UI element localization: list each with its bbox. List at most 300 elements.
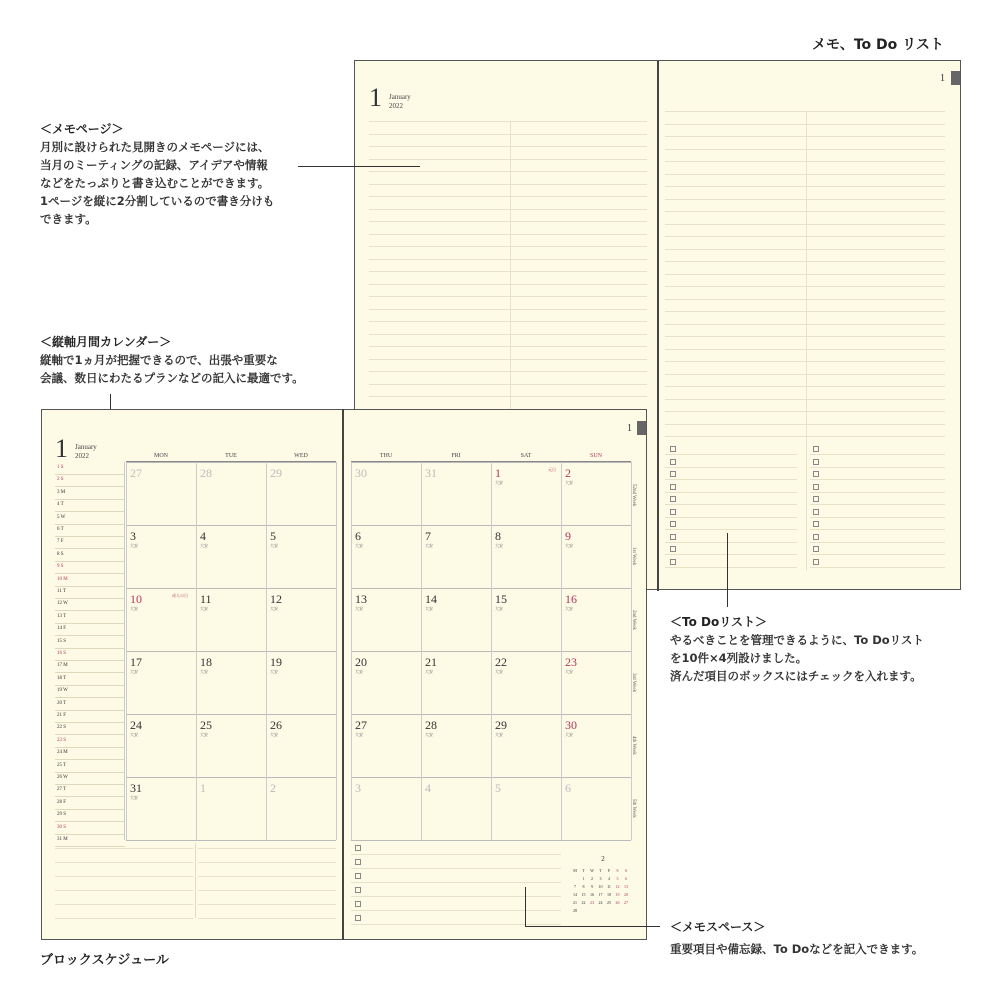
- mini-day: 22: [581, 900, 586, 905]
- vertical-day-line: [55, 610, 125, 611]
- memo-line: [665, 399, 945, 400]
- memo-checkbox: [355, 845, 361, 851]
- mini-day: 9: [591, 884, 593, 889]
- day-number: 20: [355, 655, 367, 669]
- calendar-page-number: 1: [627, 423, 632, 434]
- memo-checkbox: [355, 901, 361, 907]
- todo-line: [665, 529, 797, 530]
- memo-line: [55, 876, 193, 877]
- vertical-day: 2 S: [57, 477, 64, 483]
- todo-checkbox: [670, 496, 676, 502]
- todo-checkbox: [670, 521, 676, 527]
- mini-day: 26: [615, 900, 620, 905]
- memo-line: [665, 386, 945, 387]
- todo-checkbox: [813, 459, 819, 465]
- memo-line: [369, 196, 647, 197]
- day-number: 28: [425, 718, 437, 732]
- day-rokuyo: 大安: [565, 606, 573, 611]
- vertical-day-line: [55, 474, 125, 475]
- todo-line: [810, 467, 945, 468]
- mini-day: 19: [615, 892, 620, 897]
- weekday-tue: TUE: [225, 453, 237, 459]
- mini-day: 7: [574, 884, 576, 889]
- memo-line: [351, 910, 561, 911]
- mini-month: 2: [601, 855, 605, 863]
- memo-line: [665, 411, 945, 412]
- day-rokuyo: 大安: [565, 543, 573, 548]
- todo-checkbox: [813, 496, 819, 502]
- page-tab: [951, 71, 960, 85]
- todo-line: [810, 517, 945, 518]
- spread-gutter: [657, 61, 659, 591]
- day-rokuyo: 大安: [495, 606, 503, 611]
- day-number: 1: [200, 781, 206, 795]
- mini-day: 18: [607, 892, 611, 897]
- vertical-day-line: [55, 685, 125, 686]
- memo-line: [369, 171, 647, 172]
- grid-row-line: [126, 462, 336, 463]
- memo-line: [369, 146, 647, 147]
- day-number: 26: [270, 718, 282, 732]
- day-number: 18: [200, 655, 212, 669]
- mini-day: 6: [625, 876, 627, 881]
- day-number: 10: [130, 592, 142, 606]
- week-number-label: 4th Week: [631, 736, 636, 755]
- mini-day: 11: [607, 884, 611, 889]
- mini-weekday: M: [573, 868, 577, 873]
- mini-day: 20: [624, 892, 628, 897]
- day-number: 16: [565, 592, 577, 606]
- memo-line: [369, 234, 647, 235]
- mini-day: 5: [616, 876, 619, 881]
- vertical-day-line: [55, 846, 125, 847]
- memo-line: [369, 271, 647, 272]
- memo-line: [665, 424, 945, 425]
- vertical-day: 15 S: [57, 638, 67, 644]
- todo-line: [810, 554, 945, 555]
- day-number: 4: [425, 781, 431, 795]
- vertical-day: 28 F: [57, 799, 67, 805]
- todo-line: [665, 554, 797, 555]
- day-number: 6: [355, 529, 361, 543]
- day-rokuyo: 大安: [130, 606, 138, 611]
- memo-checkbox: [355, 887, 361, 893]
- day-number: 29: [270, 466, 282, 480]
- todo-checkbox: [813, 446, 819, 452]
- week-number-label: 5th Week: [631, 799, 636, 818]
- memo-line: [369, 321, 647, 322]
- day-rokuyo: 大安: [130, 669, 138, 674]
- mini-day: 13: [624, 884, 628, 889]
- vertical-day-line: [55, 623, 125, 624]
- memo-line: [198, 848, 336, 849]
- grid-col-line: [631, 462, 632, 840]
- memo-line: [198, 904, 336, 905]
- memo-todo-title: メモ、To Do リスト: [812, 37, 944, 53]
- vertical-day-line: [55, 697, 125, 698]
- day-rokuyo: 大安: [565, 669, 573, 674]
- vertical-day: 13 T: [57, 613, 67, 619]
- vertical-calendar-heading: ＜縦軸月間カレンダー＞: [40, 335, 172, 349]
- memo-line: [369, 296, 647, 297]
- memo-divider: [195, 843, 196, 918]
- day-number: 5: [495, 781, 501, 795]
- vertical-day-line: [55, 499, 125, 500]
- todo-checkbox: [813, 471, 819, 477]
- grid-col-line: [561, 462, 562, 840]
- mini-day: 12: [615, 884, 620, 889]
- day-rokuyo: 大安: [200, 669, 208, 674]
- vertical-day-line: [55, 648, 125, 649]
- vertical-day: 22 S: [57, 725, 67, 731]
- vertical-day-line: [55, 772, 125, 773]
- grid-col-line: [126, 462, 127, 840]
- memo-line: [665, 361, 945, 362]
- weekday-mon: MON: [153, 453, 168, 459]
- day-number: 30: [355, 466, 367, 480]
- weekday-sat: SAT: [520, 453, 532, 459]
- day-number: 7: [425, 529, 431, 543]
- day-rokuyo: 大安: [130, 543, 138, 548]
- vertical-day: 14 F: [57, 626, 67, 632]
- holiday-coming-of-age: 成人の日: [172, 593, 188, 598]
- day-rokuyo: 大安: [270, 606, 278, 611]
- week-number-label: 2nd Week: [631, 610, 636, 630]
- mini-day: 8: [582, 884, 585, 889]
- memo-line: [55, 848, 193, 849]
- vertical-day: 17 M: [57, 663, 68, 669]
- day-number: 15: [495, 592, 507, 606]
- vertical-day: 21 F: [57, 713, 67, 718]
- vertical-day-line: [55, 734, 125, 735]
- vertical-day: 18 T: [57, 675, 67, 681]
- vertical-day-line: [55, 486, 125, 487]
- mini-day: 16: [590, 892, 594, 897]
- day-rokuyo: 大安: [495, 669, 503, 674]
- day-rokuyo: 大安: [200, 732, 208, 737]
- todo-checkbox: [670, 546, 676, 552]
- day-number: 6: [565, 781, 571, 795]
- day-number: 31: [425, 466, 437, 480]
- memo-checkbox: [355, 915, 361, 921]
- vertical-day-line: [55, 784, 125, 785]
- mini-day: 25: [607, 900, 611, 905]
- day-rokuyo: 大安: [355, 669, 363, 674]
- memo-page-leader-line: [298, 166, 420, 167]
- vertical-day: 7 F: [57, 539, 64, 545]
- vertical-calendar-description: 縦軸で1ヵ月が把握できるので、出張や重要な 会議、数日にわたるプランなどの記入に最適です。: [40, 353, 304, 385]
- todo-checkbox: [813, 546, 819, 552]
- memo-line: [55, 918, 193, 919]
- day-number: 2: [270, 781, 276, 795]
- memo-space-description: 重要項目や備忘録、To Doなどを記入できます。: [670, 942, 924, 956]
- mini-day: 4: [608, 876, 610, 881]
- memo-line: [369, 384, 647, 385]
- memo-space-heading: ＜メモスペース＞: [670, 920, 766, 934]
- memo-line: [665, 224, 945, 225]
- todo-checkbox: [670, 471, 676, 477]
- memo-line: [369, 284, 647, 285]
- day-rokuyo: 大安: [130, 795, 138, 800]
- vertical-day: 31 M: [57, 837, 68, 842]
- memo-page-heading: ＜メモページ＞: [40, 122, 124, 136]
- memo-year: 2022: [389, 102, 403, 110]
- vertical-list-divider: [124, 462, 125, 840]
- mini-day: 2: [591, 876, 593, 881]
- memo-line: [369, 259, 647, 260]
- vertical-day: 20 T: [57, 700, 67, 706]
- vertical-day: 19 W: [57, 688, 68, 694]
- day-rokuyo: 大安: [130, 732, 138, 737]
- todo-checkbox: [813, 534, 819, 540]
- vertical-day: 12 W: [57, 601, 68, 607]
- mini-day: 23: [590, 900, 594, 905]
- todo-checkbox: [813, 521, 819, 527]
- day-rokuyo: 大安: [270, 543, 278, 548]
- memo-page-number: 1: [940, 73, 945, 84]
- todo-leader-line: [727, 533, 728, 607]
- day-number: 19: [270, 655, 282, 669]
- todo-line: [665, 542, 797, 543]
- todo-line: [810, 454, 945, 455]
- memo-line: [351, 854, 561, 855]
- holiday-new-year: 元日: [548, 467, 556, 472]
- vertical-day: 9 S: [57, 564, 64, 570]
- day-number: 27: [355, 718, 367, 732]
- vertical-day: 30 S: [57, 824, 67, 830]
- todo-checkbox: [670, 509, 676, 515]
- memo-line: [369, 371, 647, 372]
- memo-line: [55, 904, 193, 905]
- vertical-day-line: [55, 561, 125, 562]
- memo-line: [369, 396, 647, 397]
- memo-line: [351, 868, 561, 869]
- grid-row-line: [126, 525, 336, 526]
- mini-weekday: S: [624, 868, 628, 873]
- vertical-day-line: [55, 672, 125, 673]
- day-number: 25: [200, 718, 212, 732]
- memo-line: [665, 311, 945, 312]
- block-schedule-title: ブロックスケジュール: [40, 953, 169, 968]
- memo-line: [369, 159, 647, 160]
- grid-row-line: [126, 651, 336, 652]
- vertical-day: 1 S: [57, 465, 64, 470]
- vertical-day-line: [55, 660, 125, 661]
- memo-line: [665, 124, 945, 125]
- day-rokuyo: 大安: [425, 669, 433, 674]
- day-number: 4: [200, 529, 206, 543]
- memo-line: [369, 346, 647, 347]
- grid-col-line: [196, 462, 197, 840]
- vertical-day: 5 W: [57, 514, 66, 520]
- vertical-day-line: [55, 796, 125, 797]
- day-number: 28: [200, 466, 212, 480]
- memo-line: [665, 336, 945, 337]
- memo-line: [665, 349, 945, 350]
- todo-checkbox: [670, 459, 676, 465]
- vertical-day: 11 T: [57, 589, 67, 594]
- day-number: 13: [355, 592, 367, 606]
- vertical-day-line: [55, 586, 125, 587]
- todo-line: [665, 492, 797, 493]
- vertical-day: 4 T: [57, 502, 64, 508]
- todo-line: [665, 479, 797, 480]
- day-rokuyo: 大安: [200, 543, 208, 548]
- todo-line: [665, 504, 797, 505]
- vertical-day-line: [55, 635, 125, 636]
- vertical-day: 16 S: [57, 651, 67, 656]
- day-number: 24: [130, 718, 142, 732]
- vertical-day-line: [55, 821, 125, 822]
- memo-line: [665, 199, 945, 200]
- vertical-day-line: [55, 598, 125, 599]
- mini-day: 1: [582, 876, 585, 881]
- day-number: 12: [270, 592, 282, 606]
- vertical-day-line: [55, 548, 125, 549]
- day-number: 1: [495, 466, 501, 480]
- memo-checkbox: [355, 859, 361, 865]
- grid-row-line: [351, 840, 631, 841]
- day-number: 23: [565, 655, 577, 669]
- memo-line: [198, 876, 336, 877]
- memo-line: [665, 186, 945, 187]
- vertical-day-line: [55, 524, 125, 525]
- todo-line: [665, 567, 797, 568]
- memo-line: [369, 184, 647, 185]
- memo-line: [351, 924, 561, 925]
- day-rokuyo: 大安: [355, 543, 363, 548]
- vertical-day: 10 M: [57, 576, 68, 582]
- memo-line: [369, 246, 647, 247]
- vertical-day: 23 S: [57, 737, 67, 743]
- vertical-day-line: [55, 722, 125, 723]
- day-rokuyo: 大安: [495, 732, 503, 737]
- vertical-day: 29 S: [57, 812, 67, 818]
- vertical-day-line: [55, 573, 125, 574]
- vertical-day-line: [55, 536, 125, 537]
- week-number-label: 52nd Week: [631, 484, 636, 507]
- day-rokuyo: 大安: [565, 480, 573, 485]
- todo-checkbox: [670, 559, 676, 565]
- todo-line: [810, 479, 945, 480]
- day-number: 14: [425, 592, 437, 606]
- memo-line: [369, 209, 647, 210]
- day-rokuyo: 大安: [200, 606, 208, 611]
- day-number: 8: [495, 529, 501, 543]
- grid-row-line: [126, 777, 336, 778]
- memo-month-number: 1: [369, 83, 382, 112]
- week-number-label: 3rd Week: [631, 673, 636, 693]
- memo-line: [369, 221, 647, 222]
- mini-weekday: S: [616, 868, 619, 873]
- vertical-day: 8 S: [57, 551, 64, 557]
- weekday-thu: THU: [379, 453, 393, 459]
- todo-heading: ＜To Doリスト＞: [670, 615, 767, 629]
- memo-line: [351, 896, 561, 897]
- vertical-day-line: [55, 747, 125, 748]
- grid-row-line: [126, 714, 336, 715]
- vertical-day-line: [55, 710, 125, 711]
- memo-page-description: 月別に設けられた見開きのメモページには、 当月のミーティングの記録、アイデアや情報 などをたっぷりと書き込むことができます。 1ページを縦に2分割しているので書き分けも できます。: [40, 140, 275, 226]
- day-rokuyo: 大安: [270, 669, 278, 674]
- memo-line: [351, 882, 561, 883]
- memo-line: [665, 174, 945, 175]
- day-rokuyo: 大安: [495, 480, 503, 485]
- memo-line: [665, 324, 945, 325]
- day-rokuyo: 大安: [425, 543, 433, 548]
- mini-day: 21: [573, 900, 577, 905]
- week-number-label: 1st Week: [631, 547, 636, 566]
- memo-line: [665, 211, 945, 212]
- day-number: 3: [355, 781, 361, 795]
- vertical-day: 3 M: [57, 489, 66, 495]
- vertical-day-line: [55, 511, 125, 512]
- mini-weekday: W: [590, 868, 594, 873]
- calendar-page-tab: [637, 421, 646, 435]
- vertical-day: 27 T: [57, 787, 67, 793]
- day-rokuyo: 大安: [425, 732, 433, 737]
- day-number: 9: [565, 529, 571, 543]
- memo-line: [55, 862, 193, 863]
- grid-row-line: [126, 588, 336, 589]
- todo-checkbox: [670, 446, 676, 452]
- memo-line: [369, 121, 647, 122]
- day-number: 3: [130, 529, 136, 543]
- mini-day: 28: [573, 908, 577, 913]
- todo-line: [810, 567, 945, 568]
- day-number: 30: [565, 718, 577, 732]
- grid-row-line: [126, 840, 336, 841]
- memo-line: [665, 149, 945, 150]
- memo-space-leader-vertical: [525, 887, 526, 927]
- memo-line: [665, 136, 945, 137]
- memo-right-divider: [806, 111, 807, 571]
- weekday-sun: SUN: [589, 453, 602, 459]
- memo-line: [369, 309, 647, 310]
- day-rokuyo: 大安: [355, 606, 363, 611]
- day-number: 11: [200, 592, 212, 606]
- day-number: 21: [425, 655, 437, 669]
- mini-day: 27: [624, 900, 628, 905]
- day-number: 17: [130, 655, 142, 669]
- vertical-day: 6 T: [57, 527, 64, 532]
- memo-line: [665, 436, 945, 437]
- calendar-month-number: 1: [55, 434, 68, 463]
- memo-line: [665, 299, 945, 300]
- memo-line: [369, 134, 647, 135]
- memo-line: [665, 161, 945, 162]
- vertical-day: 24 M: [57, 750, 68, 756]
- memo-line: [665, 111, 945, 112]
- memo-line: [198, 918, 336, 919]
- memo-line: [369, 359, 647, 360]
- todo-line: [665, 517, 797, 518]
- day-rokuyo: 大安: [495, 543, 503, 548]
- day-number: 31: [130, 781, 142, 795]
- vertical-day-line: [55, 809, 125, 810]
- mini-day: 17: [598, 892, 603, 897]
- todo-line: [810, 504, 945, 505]
- mini-day: 14: [573, 892, 577, 897]
- vertical-day: 26 W: [57, 775, 68, 780]
- day-number: 22: [495, 655, 507, 669]
- memo-month-name: January: [389, 93, 411, 101]
- day-rokuyo: 大安: [565, 732, 573, 737]
- todo-checkbox: [813, 484, 819, 490]
- day-number: 5: [270, 529, 276, 543]
- weekday-fri: FRI: [451, 453, 461, 459]
- mini-day: 3: [599, 876, 602, 881]
